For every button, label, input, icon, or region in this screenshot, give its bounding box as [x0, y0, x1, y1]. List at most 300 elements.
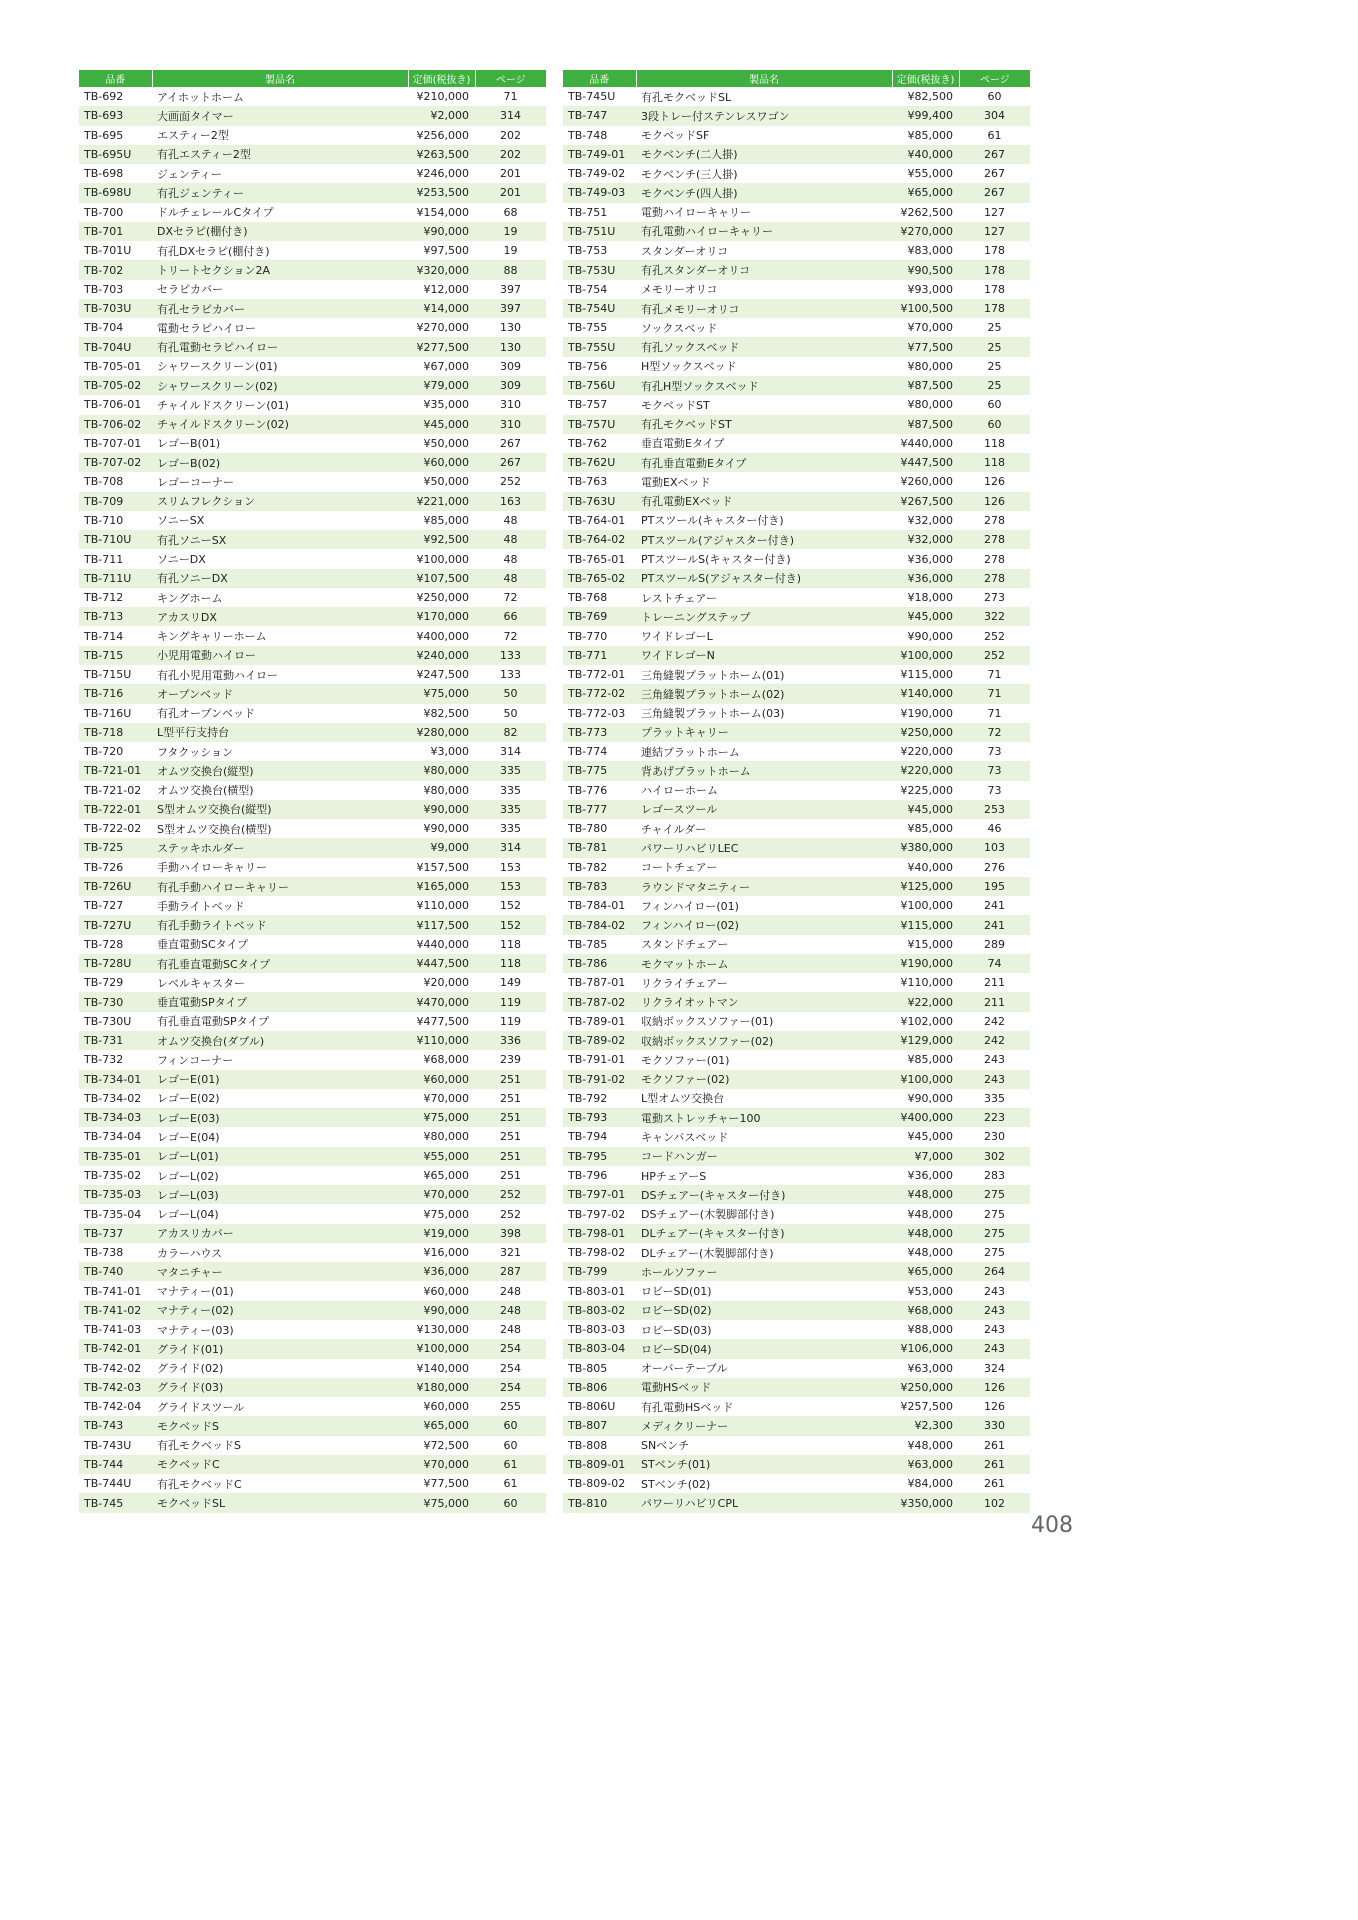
- product-code: TB-757U: [563, 415, 636, 434]
- table-row: [79, 761, 546, 780]
- table-row: [563, 126, 1030, 145]
- table-row: [563, 318, 1030, 337]
- product-price: ¥140,000: [416, 1361, 469, 1375]
- table-row: [79, 877, 546, 896]
- product-name: STベンチ(01): [636, 1455, 892, 1474]
- table-row: [563, 1012, 1030, 1031]
- product-code: TB-749-02: [568, 167, 626, 181]
- product-price: ¥70,000: [408, 1185, 475, 1204]
- product-price: ¥16,000: [423, 1246, 469, 1260]
- product-page: 230: [984, 1130, 1005, 1144]
- product-code: TB-797-01: [563, 1185, 636, 1204]
- product-code: TB-714: [84, 629, 124, 643]
- product-code: TB-796: [568, 1169, 608, 1182]
- product-code: TB-791-01: [568, 1053, 626, 1067]
- product-code: TB-720: [84, 745, 124, 759]
- product-name: ラウンドマタニティー: [636, 877, 892, 896]
- product-name: ソニーSX: [157, 514, 205, 528]
- table-row: [79, 1127, 546, 1146]
- table-row: [563, 896, 1030, 915]
- product-page: 252: [984, 629, 1005, 643]
- product-price: ¥65,000: [892, 1262, 959, 1281]
- product-price: ¥115,000: [892, 915, 959, 934]
- product-price: ¥18,000: [907, 591, 953, 605]
- product-page: 252: [500, 475, 521, 489]
- product-price: ¥140,000: [892, 684, 959, 703]
- product-name: アカスリDX: [152, 607, 408, 626]
- product-page: 241: [984, 899, 1005, 913]
- product-page: 336: [475, 1031, 546, 1050]
- table-row: [563, 106, 1030, 125]
- product-name: モクベッドSL: [152, 1493, 408, 1512]
- product-code: TB-725: [79, 838, 152, 857]
- product-price: ¥14,000: [408, 299, 475, 318]
- product-code: TB-756: [568, 359, 608, 373]
- product-name: レストチェアー: [641, 591, 718, 605]
- product-page: 152: [500, 899, 521, 913]
- table-row: [79, 1108, 546, 1127]
- product-page: 267: [984, 167, 1005, 181]
- product-price: ¥80,000: [408, 761, 475, 780]
- table-row: [79, 1378, 546, 1397]
- product-code: TB-806: [563, 1378, 636, 1397]
- product-name: ハイローホーム: [641, 784, 718, 798]
- product-price: ¥106,000: [892, 1339, 959, 1358]
- product-price: ¥75,000: [408, 684, 475, 703]
- product-price: ¥107,500: [408, 569, 475, 588]
- table-row: [79, 1166, 546, 1185]
- product-code: TB-742-01: [79, 1339, 152, 1358]
- product-code: TB-769: [563, 607, 636, 626]
- product-page: 50: [475, 684, 546, 703]
- product-code: TB-730: [79, 992, 152, 1011]
- product-page: 61: [987, 128, 1002, 142]
- product-price: ¥90,000: [907, 629, 953, 643]
- product-code: TB-773: [563, 723, 636, 742]
- product-price: ¥50,000: [423, 436, 469, 450]
- product-price: ¥36,000: [892, 569, 959, 588]
- product-name: 電動セラピハイロー: [157, 321, 256, 335]
- table-header-row: [563, 70, 1030, 87]
- product-price: ¥15,000: [907, 937, 953, 951]
- table-row: [79, 704, 546, 723]
- product-page: 254: [475, 1378, 546, 1397]
- product-code: TB-795: [563, 1147, 636, 1166]
- product-price: ¥210,000: [416, 90, 469, 104]
- product-table-right: [563, 70, 1030, 1513]
- product-code: TB-707-02: [79, 453, 152, 472]
- product-code: TB-803-03: [568, 1323, 626, 1337]
- product-code: TB-810: [563, 1493, 636, 1512]
- product-price: ¥83,000: [907, 244, 953, 258]
- product-page: 398: [475, 1224, 546, 1243]
- product-name: モクベンチ(四人掛): [636, 183, 892, 202]
- table-row: [563, 1378, 1030, 1397]
- product-code: TB-772-01: [568, 668, 626, 682]
- product-code: TB-744U: [84, 1477, 132, 1491]
- product-page: 302: [959, 1147, 1030, 1166]
- product-page: 202: [500, 128, 521, 142]
- product-page: 48: [475, 530, 546, 549]
- product-code: TB-728: [84, 937, 124, 951]
- product-name: S型オムツ交換台(縦型): [152, 800, 408, 819]
- product-page: 178: [984, 282, 1005, 296]
- product-name: ワイドレゴーL: [641, 630, 713, 644]
- product-page: 278: [984, 513, 1005, 527]
- product-price: ¥85,000: [907, 1053, 953, 1067]
- table-row: [79, 1262, 546, 1281]
- product-price: ¥82,500: [423, 706, 469, 720]
- product-price: ¥190,000: [892, 954, 959, 973]
- product-name: リクライオットマン: [636, 992, 892, 1011]
- product-name: DSチェアー(キャスター付き): [636, 1185, 892, 1204]
- table-row: [79, 1204, 546, 1223]
- table-row: [563, 1166, 1030, 1185]
- table-row: [563, 1359, 1030, 1378]
- table-row: [79, 1147, 546, 1166]
- product-price: ¥240,000: [408, 646, 475, 665]
- table-row: [79, 549, 546, 568]
- product-name: ワイドレゴーN: [636, 646, 892, 665]
- table-row: [563, 337, 1030, 356]
- product-price: ¥400,000: [892, 1108, 959, 1127]
- table-row: [79, 646, 546, 665]
- product-page: 126: [959, 1378, 1030, 1397]
- product-price: ¥110,000: [408, 1031, 475, 1050]
- table-row: [563, 1397, 1030, 1416]
- product-price: ¥77,500: [423, 1477, 469, 1491]
- product-price: ¥45,000: [892, 800, 959, 819]
- product-price: ¥154,000: [416, 205, 469, 219]
- product-page: 178: [959, 260, 1030, 279]
- product-price: ¥110,000: [416, 899, 469, 913]
- product-code: TB-695: [84, 128, 124, 142]
- product-name: キングホーム: [157, 591, 223, 605]
- product-page: 251: [475, 1108, 546, 1127]
- table-row: [79, 453, 546, 472]
- product-code: TB-751: [568, 205, 608, 219]
- table-row: [79, 1455, 546, 1474]
- table-row: [563, 492, 1030, 511]
- table-row: [563, 164, 1030, 183]
- product-price: ¥48,000: [892, 1185, 959, 1204]
- product-code: TB-722-01: [79, 800, 152, 819]
- product-price: ¥260,000: [900, 475, 953, 489]
- product-code: TB-744: [79, 1455, 152, 1474]
- table-row: [79, 569, 546, 588]
- product-code: TB-695U: [79, 145, 152, 164]
- table-row: [563, 1493, 1030, 1512]
- product-name: ホールソファー: [636, 1262, 892, 1281]
- product-price: ¥70,000: [907, 321, 953, 335]
- product-name: グライド(02): [157, 1362, 224, 1376]
- product-price: ¥79,000: [408, 376, 475, 395]
- product-name: S型オムツ交換台(横型): [157, 822, 272, 836]
- table-row: [563, 877, 1030, 896]
- product-code: TB-730U: [84, 1014, 132, 1028]
- product-code: TB-789-01: [568, 1014, 626, 1028]
- product-code: TB-707-01: [84, 436, 142, 450]
- table-row: [79, 357, 546, 376]
- product-price: ¥85,000: [423, 513, 469, 527]
- table-row: [563, 1204, 1030, 1223]
- product-code: TB-712: [84, 591, 124, 605]
- product-page: 71: [987, 706, 1002, 720]
- product-name: 手動ハイローキャリー: [157, 861, 267, 875]
- product-code: TB-745: [79, 1493, 152, 1512]
- product-code: TB-740: [79, 1262, 152, 1281]
- product-name: 有孔垂直電動SCタイプ: [152, 954, 408, 973]
- table-row: [79, 1185, 546, 1204]
- product-name: レゴーL(01): [152, 1147, 408, 1166]
- table-row: [79, 896, 546, 915]
- product-name: マナティー(03): [157, 1323, 234, 1337]
- product-code: TB-787-02: [563, 992, 636, 1011]
- product-code: TB-709: [79, 492, 152, 511]
- product-price: ¥50,000: [423, 475, 469, 489]
- product-name: キャンバスベッド: [641, 1130, 729, 1144]
- product-code: TB-741-02: [79, 1301, 152, 1320]
- product-code: TB-726U: [79, 877, 152, 896]
- product-name: 有孔手動ライトベッド: [152, 915, 408, 934]
- product-name: レゴーL(02): [157, 1169, 219, 1183]
- product-name: 有孔エスティー2型: [152, 145, 408, 164]
- product-price: ¥36,000: [408, 1262, 475, 1281]
- product-name: 有孔セラピカバー: [152, 299, 408, 318]
- table-row: [79, 337, 546, 356]
- product-name: プラットキャリー: [636, 723, 892, 742]
- table-row: [79, 1089, 546, 1108]
- product-name: モクマットホーム: [636, 954, 892, 973]
- table-row: [563, 1436, 1030, 1455]
- product-code: TB-755: [568, 321, 608, 335]
- table-row: [79, 742, 546, 761]
- product-price: ¥277,500: [408, 337, 475, 356]
- product-code: TB-700: [84, 205, 124, 219]
- product-name: L型オムツ交換台: [641, 1092, 725, 1106]
- product-name: シャワースクリーン(01): [157, 360, 278, 374]
- table-row: [79, 1012, 546, 1031]
- product-page: 278: [959, 530, 1030, 549]
- product-price: ¥180,000: [408, 1378, 475, 1397]
- product-code: TB-777: [563, 800, 636, 819]
- table-row: [563, 1185, 1030, 1204]
- product-page: 242: [984, 1014, 1005, 1028]
- product-name: 連結プラットホーム: [641, 745, 740, 759]
- product-price: ¥63,000: [892, 1455, 959, 1474]
- product-price: ¥100,500: [892, 299, 959, 318]
- product-page: 252: [959, 646, 1030, 665]
- product-code: TB-743U: [84, 1438, 132, 1452]
- product-price: ¥263,500: [408, 145, 475, 164]
- product-code: TB-774: [568, 745, 608, 759]
- product-name: 有孔電動EXベッド: [636, 492, 892, 511]
- product-name: レゴースツール: [636, 800, 892, 819]
- product-name: ロビーSD(04): [636, 1339, 892, 1358]
- product-code: TB-783: [563, 877, 636, 896]
- table-row: [79, 992, 546, 1011]
- table-row: [79, 1416, 546, 1435]
- table-row: [563, 684, 1030, 703]
- product-code: TB-711: [84, 552, 124, 566]
- product-price: ¥90,000: [423, 822, 469, 836]
- product-price: ¥90,000: [408, 222, 475, 241]
- product-code: TB-721-01: [79, 761, 152, 780]
- table-row: [79, 492, 546, 511]
- table-row: [563, 453, 1030, 472]
- product-name: 大画面タイマー: [152, 106, 408, 125]
- product-price: ¥19,000: [408, 1224, 475, 1243]
- product-page: 275: [984, 1246, 1005, 1260]
- table-row: [79, 684, 546, 703]
- product-page: 72: [503, 629, 518, 643]
- product-page: 276: [984, 860, 1005, 874]
- product-page: 251: [500, 1130, 521, 1144]
- product-price: ¥100,000: [892, 646, 959, 665]
- table-row: [563, 1050, 1030, 1069]
- product-code: TB-704U: [79, 337, 152, 356]
- table-row: [563, 1301, 1030, 1320]
- product-name: ソニーDX: [157, 553, 206, 566]
- product-name: メモリーオリコ: [641, 283, 718, 297]
- product-name: 有孔スタンダーオリコ: [636, 260, 892, 279]
- product-name: グライド(03): [152, 1378, 408, 1397]
- product-name: STベンチ(02): [641, 1477, 711, 1491]
- product-page: 310: [475, 415, 546, 434]
- product-name: H型ソックスベッド: [641, 360, 737, 374]
- product-price: ¥60,000: [423, 1400, 469, 1414]
- product-name: 有孔手動ハイローキャリー: [152, 877, 408, 896]
- table-row: [79, 1301, 546, 1320]
- product-code: TB-782: [568, 860, 608, 874]
- product-page: 243: [984, 1284, 1005, 1298]
- product-page: 322: [959, 607, 1030, 626]
- product-name: 電動EXベッド: [641, 475, 711, 489]
- product-page: 278: [959, 569, 1030, 588]
- product-code: TB-765-02: [563, 569, 636, 588]
- product-page: 251: [475, 1147, 546, 1166]
- product-page: 397: [500, 282, 521, 296]
- product-name: 有孔モクベッドST: [636, 415, 892, 434]
- table-row: [79, 530, 546, 549]
- product-code: TB-757: [568, 398, 608, 412]
- product-name: カラーハウス: [157, 1246, 223, 1260]
- table-row: [79, 935, 546, 954]
- product-page: 287: [475, 1262, 546, 1281]
- product-name: オープンベッド: [152, 684, 408, 703]
- product-name: 有孔ソックスベッド: [636, 337, 892, 356]
- product-code: TB-693: [79, 106, 152, 125]
- product-name: レゴーE(02): [157, 1092, 220, 1106]
- table-row: [563, 1127, 1030, 1146]
- table-row: [79, 1339, 546, 1358]
- product-price: ¥48,000: [892, 1224, 959, 1243]
- product-name: 有孔モクベッドSL: [641, 90, 732, 104]
- product-code: TB-701: [79, 222, 152, 241]
- product-price: ¥45,000: [907, 1130, 953, 1144]
- product-page: 60: [987, 398, 1002, 412]
- product-name: 有孔ソニーDX: [152, 569, 408, 588]
- product-price: ¥60,000: [408, 1070, 475, 1089]
- product-page: 275: [959, 1185, 1030, 1204]
- product-price: ¥90,000: [408, 1301, 475, 1320]
- product-page: 126: [984, 475, 1005, 489]
- product-name: 有孔メモリーオリコ: [636, 299, 892, 318]
- product-page: 68: [503, 205, 518, 219]
- table-row: [563, 1089, 1030, 1108]
- product-code: TB-749-01: [563, 145, 636, 164]
- product-page: 335: [500, 783, 521, 797]
- product-page: 153: [500, 860, 521, 874]
- product-name: 手動ライトベッド: [157, 899, 245, 913]
- product-price: ¥53,000: [907, 1284, 953, 1298]
- product-page: 48: [475, 569, 546, 588]
- product-page: 163: [475, 492, 546, 511]
- product-code: TB-742-03: [79, 1378, 152, 1397]
- product-code: TB-722-02: [84, 822, 142, 836]
- product-page: 251: [500, 1091, 521, 1105]
- product-page: 254: [500, 1361, 521, 1375]
- product-code: TB-711U: [79, 569, 152, 588]
- table-row: [79, 1224, 546, 1243]
- product-page: 239: [500, 1053, 521, 1067]
- product-code: TB-791-02: [563, 1070, 636, 1089]
- product-code: TB-741-01: [84, 1284, 142, 1298]
- product-page: 267: [959, 145, 1030, 164]
- product-name: DXセラピ(棚付き): [152, 222, 408, 241]
- product-price: ¥257,500: [900, 1400, 953, 1414]
- product-page: 126: [984, 1400, 1005, 1414]
- product-page: 243: [959, 1301, 1030, 1320]
- product-page: 253: [959, 800, 1030, 819]
- product-code: TB-726: [84, 860, 124, 874]
- product-code: TB-734-01: [79, 1070, 152, 1089]
- product-name: レゴーL(03): [152, 1185, 408, 1204]
- table-row: [563, 800, 1030, 819]
- product-name: オムツ交換台(横型): [157, 784, 254, 798]
- product-price: ¥88,000: [907, 1323, 953, 1337]
- product-name: チャイルドスクリーン(01): [157, 398, 289, 412]
- product-name: 有孔垂直電動SPタイプ: [157, 1015, 270, 1029]
- product-page: 289: [984, 937, 1005, 951]
- table-row: [563, 1224, 1030, 1243]
- product-price: ¥77,500: [892, 337, 959, 356]
- product-code: TB-732: [84, 1053, 124, 1067]
- table-row: [79, 1070, 546, 1089]
- product-price: ¥100,000: [408, 1339, 475, 1358]
- product-price: ¥87,500: [892, 376, 959, 395]
- product-price: ¥400,000: [416, 629, 469, 643]
- product-page: 60: [959, 415, 1030, 434]
- product-page: 241: [959, 915, 1030, 934]
- product-name: 収納ボックスソファー(02): [636, 1031, 892, 1050]
- product-code: TB-763U: [563, 492, 636, 511]
- product-price: ¥22,000: [892, 992, 959, 1011]
- product-code: TB-705-01: [84, 359, 142, 373]
- product-price: ¥270,000: [892, 222, 959, 241]
- product-name: モクベンチ(三人掛): [641, 167, 738, 181]
- product-code: TB-803-02: [563, 1301, 636, 1320]
- product-page: 243: [959, 1070, 1030, 1089]
- product-code: TB-803-01: [568, 1284, 626, 1298]
- product-price: ¥220,000: [900, 745, 953, 759]
- product-name: 電動HSベッド: [636, 1378, 892, 1397]
- product-code: TB-762: [568, 436, 608, 450]
- product-price: ¥75,000: [423, 1207, 469, 1221]
- product-page: 243: [984, 1053, 1005, 1067]
- product-code: TB-780: [568, 822, 608, 836]
- product-code: TB-737: [79, 1224, 152, 1243]
